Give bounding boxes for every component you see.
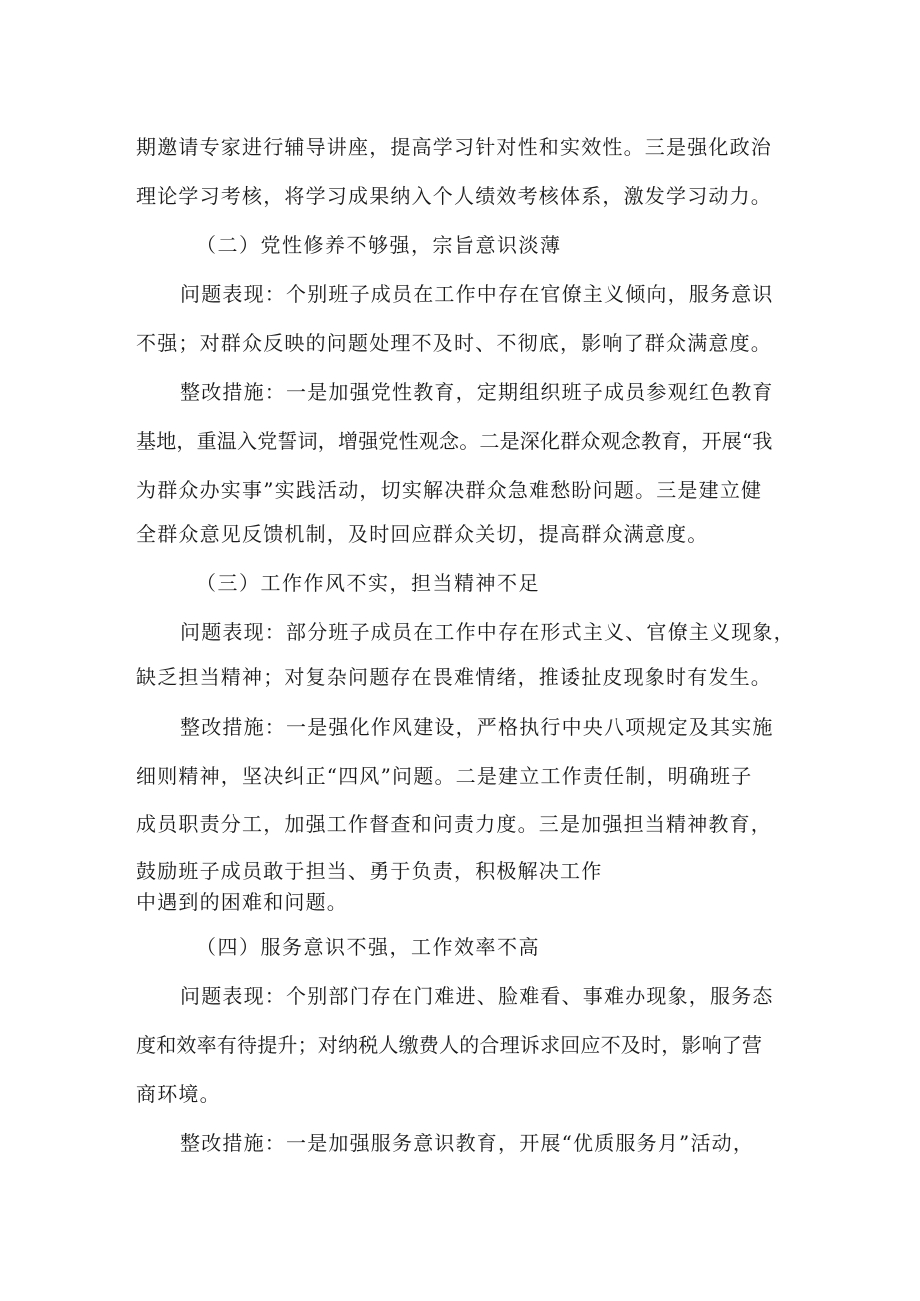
body-line: 细则精神，坚决纠正“四风”问题。二是建立工作责任制，明确班子 (136, 764, 753, 788)
body-line: 全群众意见反馈机制，及时回应群众关切，提高群众满意度。 (136, 522, 709, 546)
body-line: 成员职责分工，加强工作督查和问责力度。三是加强担当精神教育， (136, 812, 772, 836)
body-line: 问题表现：个别部门存在门难进、脸难看、事难办现象，服务态 (180, 984, 774, 1008)
body-line: 理论学习考核，将学习成果纳入个人绩效考核体系，激发学习动力。 (136, 184, 772, 208)
body-line: 商环境。 (136, 1082, 221, 1106)
body-line: 缺乏担当精神；对复杂问题存在畏难情绪，推诿扯皮现象时有发生。 (136, 665, 772, 689)
section-heading-4: （四）服务意识不强，工作效率不高 (196, 935, 540, 959)
body-line: 基地，重温入党誓词，增强党性观念。二是深化群众观念教育，开展“我 (136, 429, 773, 453)
body-line: 不强；对群众反映的问题处理不及时、不彻底，影响了群众满意度。 (136, 331, 772, 355)
body-line: 整改措施：一是加强党性教育，定期组织班子成员参观红色教育 (180, 380, 774, 404)
section-heading-2: （二）党性修养不够强，宗旨意识淡薄 (196, 233, 562, 257)
body-line: 度和效率有待提升；对纳税人缴费人的合理诉求回应不及时，影响了营 (136, 1033, 763, 1057)
body-line: 中遇到的困难和问题。 (136, 890, 348, 914)
section-heading-3: （三）工作作风不实，担当精神不足 (196, 571, 540, 595)
body-line: 为群众办实事”实践活动，切实解决群众急难愁盼问题。三是建立健 (136, 478, 763, 502)
body-line: 问题表现：个别班子成员在工作中存在官僚主义倾向，服务意识 (180, 282, 774, 306)
body-line: 鼓励班子成员敢于担当、勇于负责，积极解决工作 (136, 859, 603, 883)
body-line: 问题表现：部分班子成员在工作中存在形式主义、官僚主义现象， (180, 620, 795, 644)
body-line: 期邀请专家进行辅导讲座，提高学习针对性和实效性。三是强化政治 (136, 135, 772, 159)
body-line: 整改措施：一是加强服务意识教育，开展“优质服务月”活动， (180, 1131, 755, 1155)
body-line: 整改措施：一是强化作风建设，严格执行中央八项规定及其实施 (180, 715, 774, 739)
